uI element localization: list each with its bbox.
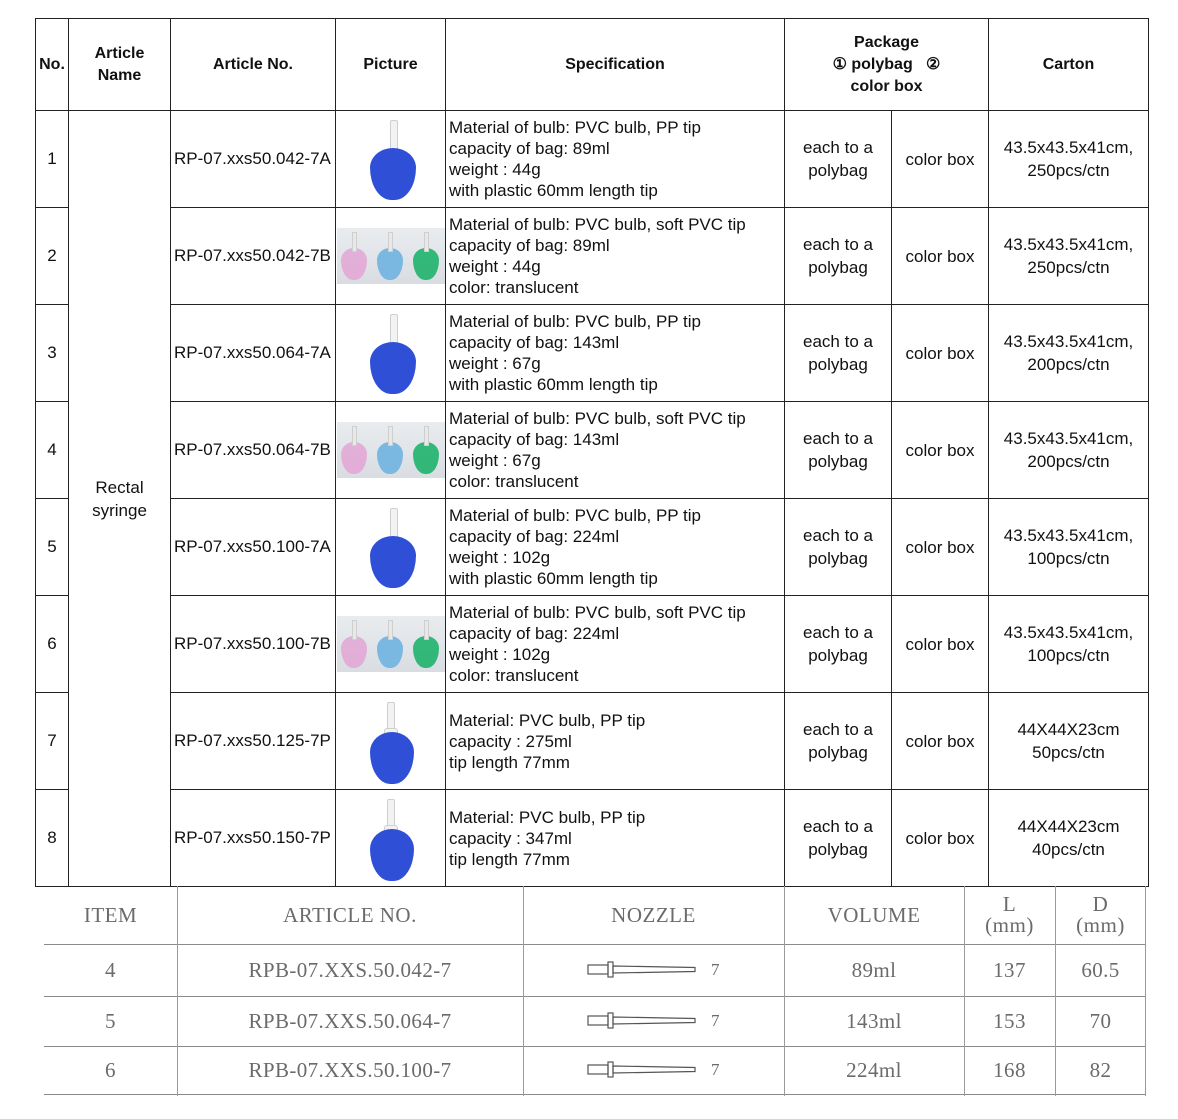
- package-color-box: color box: [892, 208, 989, 305]
- carton: 44X44X23cm 40pcs/ctn: [989, 790, 1149, 887]
- article-no: RP-07.xxs50.100-7B: [171, 596, 336, 693]
- nozzle-icon: [587, 1011, 697, 1031]
- header-article-name: Article Name: [69, 19, 171, 111]
- package-polybag: each to a polybag: [785, 693, 892, 790]
- product-spec-table: [35, 18, 1149, 887]
- product-picture: [336, 402, 446, 499]
- spec-line: weight : 44g: [449, 257, 541, 276]
- specification: [446, 111, 785, 208]
- nozzle-icon: [587, 960, 697, 980]
- specification: [446, 305, 785, 402]
- header-nozzle: NOZZLE: [611, 902, 696, 927]
- article-no: RP-07.xxs50.042-7B: [171, 208, 336, 305]
- header-d-unit: (mm): [1076, 913, 1125, 937]
- blue-bulb-icon: [337, 502, 445, 592]
- blue-bulb-icon: [337, 114, 445, 204]
- spec-line: capacity of bag: 89ml: [449, 139, 610, 158]
- blue-bulb-pp-tip-icon: [337, 696, 445, 786]
- article-no: RP-07.xxs50.100-7A: [171, 499, 336, 596]
- product-picture: [336, 693, 446, 790]
- header-package-options: ① polybag ② color box: [832, 55, 945, 95]
- package-color-box: color box: [892, 305, 989, 402]
- spec-line: Material of bulb: PVC bulb, soft PVC tip: [449, 409, 746, 428]
- spec-line: color: translucent: [449, 278, 579, 297]
- dimension-row: [44, 1046, 1146, 1094]
- header-package-title: Package: [854, 33, 919, 51]
- package-color-box: color box: [892, 596, 989, 693]
- dimension-table: [44, 886, 1146, 1096]
- spec-line: color: translucent: [449, 666, 579, 685]
- specification: [446, 208, 785, 305]
- header-row: [36, 19, 1149, 111]
- spec-line: Material: PVC bulb, PP tip: [449, 710, 646, 730]
- article-no: RPB-07.XXS.50.042-7: [248, 957, 452, 982]
- header-picture: Picture: [336, 19, 446, 111]
- product-picture: [336, 790, 446, 887]
- spec-line: weight : 102g: [449, 548, 551, 567]
- spec-line: color: translucent: [449, 472, 579, 491]
- spec-line: with plastic 60mm length tip: [449, 375, 658, 394]
- diameter: 60.5: [1081, 957, 1120, 982]
- nozzle-icon: [587, 1060, 697, 1080]
- dimension-row: [44, 944, 1146, 996]
- product-picture: [336, 596, 446, 693]
- length: 153: [993, 1008, 1026, 1033]
- table-row: [36, 693, 1149, 790]
- carton: 43.5x43.5x41cm, 100pcs/ctn: [989, 499, 1149, 596]
- article-no: RP-07.xxs50.150-7P: [171, 790, 336, 887]
- length: 168: [993, 1057, 1026, 1082]
- specification: [446, 402, 785, 499]
- row-number: 1: [36, 111, 69, 208]
- article-no: RPB-07.XXS.50.064-7: [248, 1008, 452, 1033]
- carton: 44X44X23cm 50pcs/ctn: [989, 693, 1149, 790]
- row-number: 6: [36, 596, 69, 693]
- package-color-box: color box: [892, 693, 989, 790]
- spec-line: capacity of bag: 89ml: [449, 236, 610, 255]
- table-row: [36, 208, 1149, 305]
- volume: 224ml: [846, 1057, 902, 1082]
- carton: 43.5x43.5x41cm, 250pcs/ctn: [989, 111, 1149, 208]
- package-polybag: each to a polybag: [785, 790, 892, 887]
- product-picture: [336, 305, 446, 402]
- header-article-no: Article No.: [171, 19, 336, 111]
- header-no: No.: [36, 19, 69, 111]
- spec-line: weight : 67g: [449, 451, 541, 470]
- blue-bulb-icon: [337, 308, 445, 398]
- header-specification: Specification: [446, 19, 785, 111]
- header-carton: Carton: [989, 19, 1149, 111]
- spec-line: capacity of bag: 143ml: [449, 333, 620, 352]
- specification: [446, 596, 785, 693]
- product-picture: [336, 111, 446, 208]
- length: 137: [993, 957, 1026, 982]
- carton: 43.5x43.5x41cm, 250pcs/ctn: [989, 208, 1149, 305]
- translucent-bulbs-icon: [337, 422, 445, 478]
- package-polybag: each to a polybag: [785, 499, 892, 596]
- package-color-box: color box: [892, 790, 989, 887]
- spec-line: capacity of bag: 224ml: [449, 527, 620, 546]
- nozzle-cell: [523, 944, 784, 996]
- item-number: 4: [105, 957, 116, 982]
- volume: 143ml: [846, 1008, 902, 1033]
- package-polybag: each to a polybag: [785, 402, 892, 499]
- spec-line: tip length 77mm: [449, 849, 570, 869]
- row-number: 3: [36, 305, 69, 402]
- article-no: RP-07.xxs50.064-7B: [171, 402, 336, 499]
- item-number: 6: [105, 1057, 116, 1082]
- carton: 43.5x43.5x41cm, 200pcs/ctn: [989, 402, 1149, 499]
- row-number: 4: [36, 402, 69, 499]
- package-polybag: each to a polybag: [785, 596, 892, 693]
- table-row: [36, 596, 1149, 693]
- spec-line: tip length 77mm: [449, 752, 570, 772]
- package-color-box: color box: [892, 402, 989, 499]
- header-d-label: D: [1092, 892, 1109, 916]
- article-name: Rectal syringe: [69, 111, 171, 887]
- dimension-header-row: [44, 886, 1146, 944]
- article-no: RP-07.xxs50.042-7A: [171, 111, 336, 208]
- table-row: [36, 402, 1149, 499]
- translucent-bulbs-icon: [337, 616, 445, 672]
- nozzle-cell: [523, 1046, 784, 1094]
- diameter: 70: [1089, 1008, 1112, 1033]
- header-article-no: ARTICLE NO.: [283, 902, 417, 927]
- package-polybag: each to a polybag: [785, 208, 892, 305]
- specification: [446, 693, 785, 790]
- package-color-box: color box: [892, 111, 989, 208]
- header-item: ITEM: [83, 902, 138, 927]
- nozzle-size: 7: [711, 1060, 720, 1079]
- spec-line: weight : 44g: [449, 160, 541, 179]
- header-l-label: L: [1002, 892, 1017, 916]
- carton: 43.5x43.5x41cm, 200pcs/ctn: [989, 305, 1149, 402]
- article-no: RP-07.xxs50.125-7P: [171, 693, 336, 790]
- spec-line: capacity : 347ml: [449, 828, 572, 848]
- blue-bulb-pp-tip-icon: [337, 793, 445, 883]
- translucent-bulbs-icon: [337, 228, 445, 284]
- spec-line: capacity : 275ml: [449, 731, 572, 751]
- product-picture: [336, 208, 446, 305]
- spec-line: with plastic 60mm length tip: [449, 569, 658, 588]
- product-picture: [336, 499, 446, 596]
- header-package: [785, 19, 989, 111]
- article-no: RPB-07.XXS.50.100-7: [248, 1057, 452, 1082]
- spec-line: capacity of bag: 224ml: [449, 624, 620, 643]
- row-number: 8: [36, 790, 69, 887]
- package-polybag: each to a polybag: [785, 111, 892, 208]
- spec-line: weight : 67g: [449, 354, 541, 373]
- article-no: RP-07.xxs50.064-7A: [171, 305, 336, 402]
- spec-line: Material: PVC bulb, PP tip: [449, 807, 646, 827]
- spec-line: Material of bulb: PVC bulb, PP tip: [449, 118, 701, 137]
- specification: [446, 499, 785, 596]
- table-row: [36, 499, 1149, 596]
- nozzle-size: 7: [711, 960, 720, 979]
- spec-line: Material of bulb: PVC bulb, PP tip: [449, 506, 701, 525]
- spec-line: Material of bulb: PVC bulb, soft PVC tip: [449, 215, 746, 234]
- header-d: [1055, 886, 1146, 944]
- package-polybag: each to a polybag: [785, 305, 892, 402]
- nozzle-size: 7: [711, 1011, 720, 1030]
- table-row: [36, 111, 1149, 208]
- spec-line: Material of bulb: PVC bulb, PP tip: [449, 312, 701, 331]
- header-l-unit: (mm): [985, 913, 1034, 937]
- spec-line: weight : 102g: [449, 645, 551, 664]
- carton: 43.5x43.5x41cm, 100pcs/ctn: [989, 596, 1149, 693]
- table-row: [36, 790, 1149, 887]
- header-l: [964, 886, 1055, 944]
- row-number: 7: [36, 693, 69, 790]
- spec-line: Material of bulb: PVC bulb, soft PVC tip: [449, 603, 746, 622]
- header-volume: VOLUME: [827, 902, 921, 927]
- spec-line: capacity of bag: 143ml: [449, 430, 620, 449]
- row-number: 5: [36, 499, 69, 596]
- diameter: 82: [1089, 1057, 1112, 1082]
- spec-line: with plastic 60mm length tip: [449, 181, 658, 200]
- package-color-box: color box: [892, 499, 989, 596]
- item-number: 5: [105, 1008, 116, 1033]
- dimension-row: [44, 996, 1146, 1046]
- specification: [446, 790, 785, 887]
- table-row: [36, 305, 1149, 402]
- row-number: 2: [36, 208, 69, 305]
- volume: 89ml: [851, 957, 897, 982]
- nozzle-cell: [523, 996, 784, 1046]
